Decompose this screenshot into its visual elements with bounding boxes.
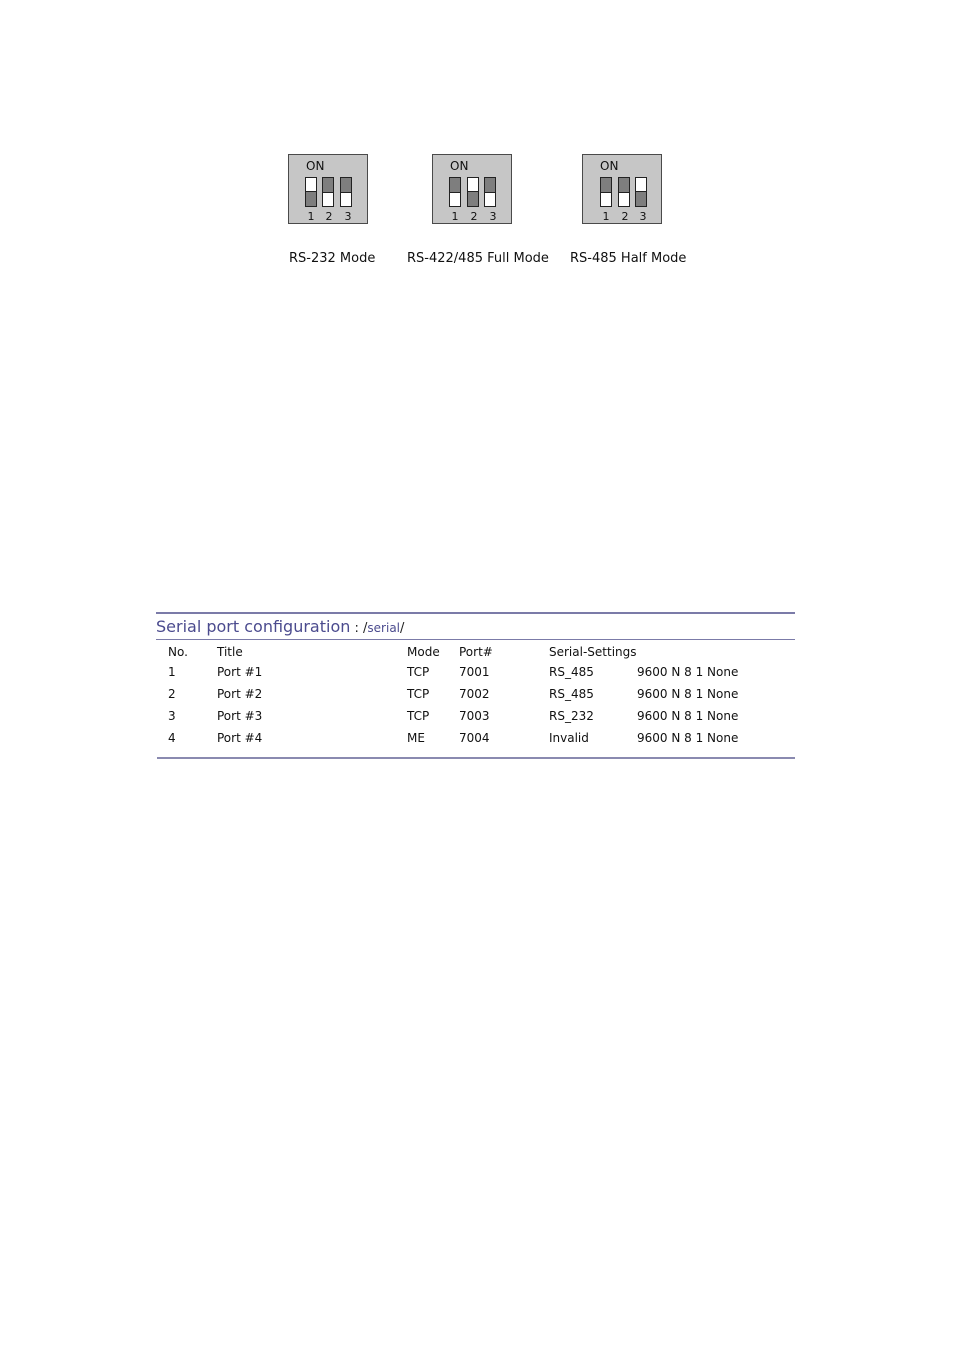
dip-number-3: 3	[344, 210, 352, 223]
dip-knob	[450, 192, 460, 206]
dip-knob	[636, 178, 646, 192]
dip-caption-rs485-half: RS-485 Half Mode	[570, 251, 687, 266]
path-name: serial	[367, 621, 401, 635]
dip-number-2: 2	[325, 210, 333, 223]
dip-toggle-2	[467, 177, 479, 207]
row-no: 3	[168, 709, 176, 723]
dip-number-3: 3	[639, 210, 647, 223]
dip-switch-rs232	[288, 154, 368, 224]
row-serial-params: 9600 N 8 1 None	[637, 709, 739, 723]
dip-toggle-3	[484, 177, 496, 207]
panel-top-rule	[156, 612, 795, 614]
row-mode: TCP	[407, 665, 430, 679]
row-serial-params: 9600 N 8 1 None	[637, 731, 739, 745]
row-mode: TCP	[407, 687, 430, 701]
row-port: 7002	[459, 687, 490, 701]
header-port: Port#	[459, 645, 493, 659]
dip-toggle-1	[449, 177, 461, 207]
dip-number-1: 1	[451, 210, 459, 223]
row-mode: TCP	[407, 709, 430, 723]
row-port: 7003	[459, 709, 490, 723]
path-suffix: /	[400, 621, 405, 636]
panel-bottom-rule	[157, 757, 795, 759]
row-port: 7001	[459, 665, 490, 679]
dip-knob	[323, 192, 333, 206]
dip-number-2: 2	[621, 210, 629, 223]
row-title-link[interactable]: Port #1	[217, 665, 263, 679]
dip-number-1: 1	[307, 210, 315, 223]
row-serial-type: RS_232	[549, 709, 594, 723]
header-mode: Mode	[407, 645, 440, 659]
dip-on-label: ON	[600, 159, 619, 173]
dip-on-label: ON	[450, 159, 469, 173]
dip-knob	[485, 192, 495, 206]
row-title-link[interactable]: Port #2	[217, 687, 263, 701]
panel-title-separator: :	[350, 621, 364, 636]
panel-title	[156, 617, 404, 636]
dip-toggle-3	[635, 177, 647, 207]
dip-toggle-2	[322, 177, 334, 207]
row-title-link[interactable]: Port #4	[217, 731, 263, 745]
dip-knob	[601, 192, 611, 206]
row-port: 7004	[459, 731, 490, 745]
row-serial-type: RS_485	[549, 665, 594, 679]
dip-knob	[619, 192, 629, 206]
row-serial-params: 9600 N 8 1 None	[637, 687, 739, 701]
dip-number-1: 1	[602, 210, 610, 223]
header-no: No.	[168, 645, 188, 659]
dip-knob	[306, 178, 316, 192]
dip-knob	[341, 192, 351, 206]
row-serial-type: RS_485	[549, 687, 594, 701]
dip-toggle-1	[305, 177, 317, 207]
row-serial-type: Invalid	[549, 731, 589, 745]
dip-caption-rs232: RS-232 Mode	[289, 251, 376, 266]
path-prefix: /	[363, 621, 368, 636]
panel-header-rule	[156, 639, 795, 640]
dip-caption-rs422-485-full: RS-422/485 Full Mode	[407, 251, 549, 266]
dip-on-label: ON	[306, 159, 325, 173]
dip-number-3: 3	[489, 210, 497, 223]
row-mode: ME	[407, 731, 425, 745]
row-no: 4	[168, 731, 176, 745]
dip-number-2: 2	[470, 210, 478, 223]
row-no: 1	[168, 665, 176, 679]
row-serial-params: 9600 N 8 1 None	[637, 665, 739, 679]
serial-config-panel	[156, 612, 795, 759]
panel-title-text: Serial port configuration	[156, 617, 351, 636]
dip-knob	[468, 178, 478, 192]
dip-toggle-3	[340, 177, 352, 207]
dip-toggle-1	[600, 177, 612, 207]
header-title: Title	[217, 645, 243, 659]
dip-switch-rs485-half	[582, 154, 662, 224]
dip-toggle-2	[618, 177, 630, 207]
dip-switch-rs422-485-full	[432, 154, 512, 224]
row-title-link[interactable]: Port #3	[217, 709, 263, 723]
header-serial-settings: Serial-Settings	[549, 645, 637, 659]
row-no: 2	[168, 687, 176, 701]
